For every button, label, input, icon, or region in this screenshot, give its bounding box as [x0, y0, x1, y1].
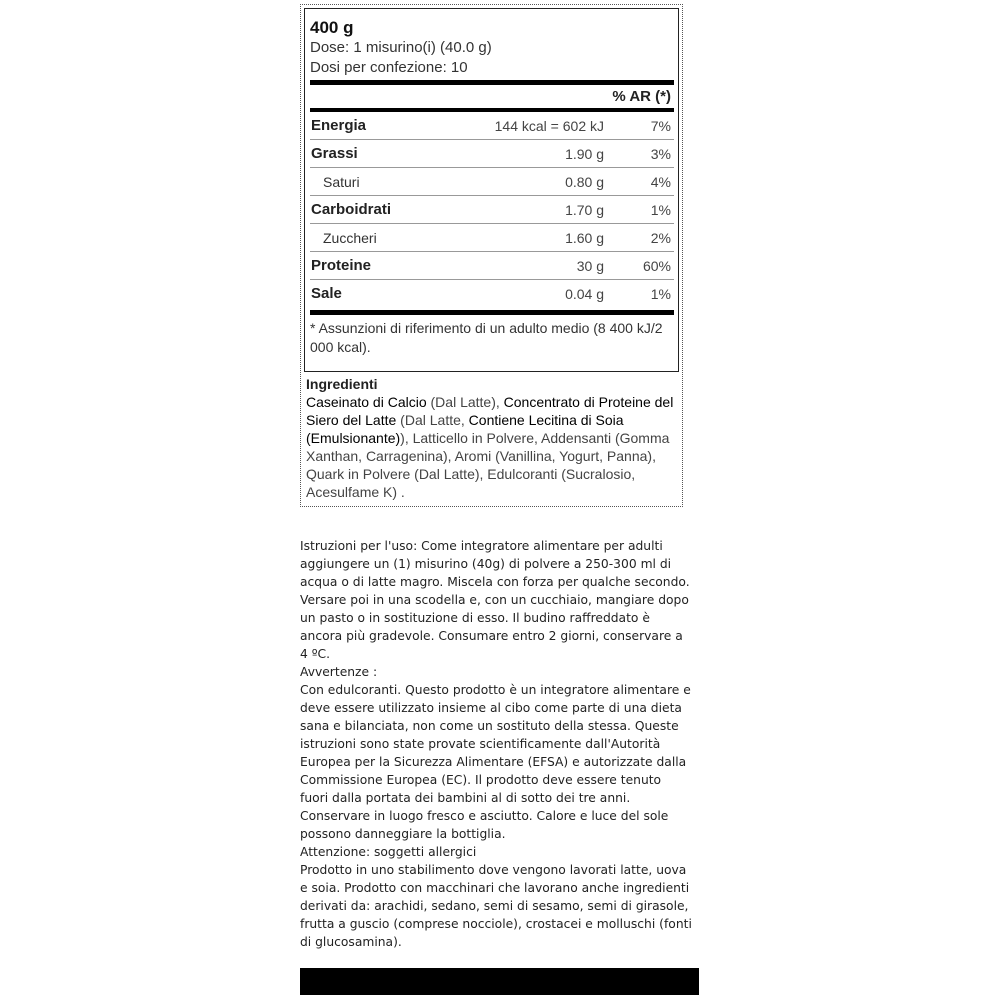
nutrient-row-protein	[310, 252, 674, 280]
nutrient-amount: 0.80 g	[565, 174, 604, 190]
product-info-panel	[300, 4, 683, 507]
black-bar	[300, 968, 699, 995]
ingredients-title: Ingredienti	[306, 376, 378, 392]
nutrient-amount: 1.60 g	[565, 230, 604, 246]
nutrition-facts-table	[304, 8, 679, 372]
ingredient-highlight: Concentrato di Proteine del Siero del Latte	[306, 394, 674, 428]
nutrient-row-sugars	[310, 224, 674, 252]
nutrient-name: Zuccheri	[323, 230, 377, 246]
allergen-text: Prodotto in uno stabilimento dove vengono lavorati latte, uova e soia. Prodotto con macchinari che lavorano anche ingredienti derivati da: arachidi, sedano, semi di sesamo, semi di girasole, frutta a guscio (comprese nocciole), crostacei e molluschi (fonti di glucosamina).	[300, 863, 692, 949]
reference-intake-footnote: * Assunzioni di riferimento di un adulto medio (8 400 kJ/2 000 kcal).	[310, 320, 663, 355]
nutrient-amount: 144 kcal = 602 kJ	[494, 118, 604, 134]
nutrient-row-salt	[310, 280, 674, 308]
usage-instructions	[300, 537, 692, 951]
nutrient-amount: 1.70 g	[565, 202, 604, 218]
nutrient-percent: 60%	[642, 258, 671, 274]
nutrient-percent: 1%	[650, 202, 671, 218]
warnings-text: Con edulcoranti. Questo prodotto è un integratore alimentare e deve essere utilizzato insieme al cibo come parte di una dieta sana e bilanciata, non come un sostituto della stessa. Queste istruzioni sono state provate scientificamente dall'Autorità Europea per la Sicurezza Alimentare (EFSA) e autorizzate dalla Commissione Europea (EC). Il prodotto deve essere tenuto fuori dalla portata dei bambini al di sotto dei tre anni. Conservare in luogo fresco e asciutto. Calore e luce del sole possono danneggiare la bottiglia.	[300, 683, 691, 841]
ingredient-text: (Dal Latte),	[426, 394, 504, 410]
nutrient-row-energy	[310, 112, 674, 140]
ingredient-text: ), Latticello in Polvere, Addensanti (Gomma Xanthan, Carragenina), Aromi (Vanillina, Yogurt, Panna), Quark in Polvere (Dal Latte), Edulcoranti (Sucralosio, Acesulfame K) .	[306, 430, 670, 500]
ingredient-highlight: Contiene Lecitina di Soia (Emulsionante)	[306, 412, 624, 446]
allergen-title: Attenzione: soggetti allergici	[300, 845, 477, 859]
nutrient-percent: 2%	[650, 230, 671, 246]
warnings-title: Avvertenze :	[300, 665, 378, 679]
nutrient-name: Saturi	[323, 174, 360, 190]
usage-text: Istruzioni per l'uso: Come integratore alimentare per adulti aggiungere un (1) misurino (40g) di polvere a 250-300 ml di acqua o di latte magro. Miscela con forza per qualche secondo. Versare poi in una scodella e, con un cucchiaio, mangiare dopo un pasto o in sostituzione di esso. Il budino raffreddato è ancora più gradevole. Consumare entro 2 giorni, conservare a 4 ºC.	[300, 539, 690, 661]
nutrient-row-carbohydrates	[310, 196, 674, 224]
ingredients-section	[306, 375, 678, 501]
nutrient-name: Energia	[311, 117, 367, 134]
nutrient-percent: 7%	[650, 118, 671, 134]
ingredient-text: (Dal Latte,	[396, 412, 469, 428]
nutrient-name: Proteine	[311, 257, 372, 274]
divider-thick	[310, 310, 674, 315]
nutrient-amount: 0.04 g	[565, 286, 604, 302]
nutrient-row-saturated	[310, 168, 674, 196]
nutrient-row-fat	[310, 140, 674, 168]
reference-intake-header: % AR (*)	[612, 88, 671, 105]
nutrient-name: Grassi	[311, 145, 358, 162]
servings-per-package: Dosi per confezione: 10	[310, 59, 468, 76]
nutrient-percent: 4%	[650, 174, 671, 190]
nutrient-amount: 1.90 g	[565, 146, 604, 162]
nutrient-percent: 1%	[650, 286, 671, 302]
nutrient-name: Carboidrati	[311, 201, 392, 218]
serving-size: Dose: 1 misurino(i) (40.0 g)	[310, 39, 492, 56]
ingredient-highlight: Caseinato di Calcio	[306, 394, 427, 410]
nutrient-percent: 3%	[650, 146, 671, 162]
nutrient-name: Sale	[311, 285, 342, 302]
ingredients-list	[306, 393, 678, 501]
nutrient-amount: 30 g	[576, 258, 604, 274]
package-weight: 400 g	[310, 18, 354, 37]
